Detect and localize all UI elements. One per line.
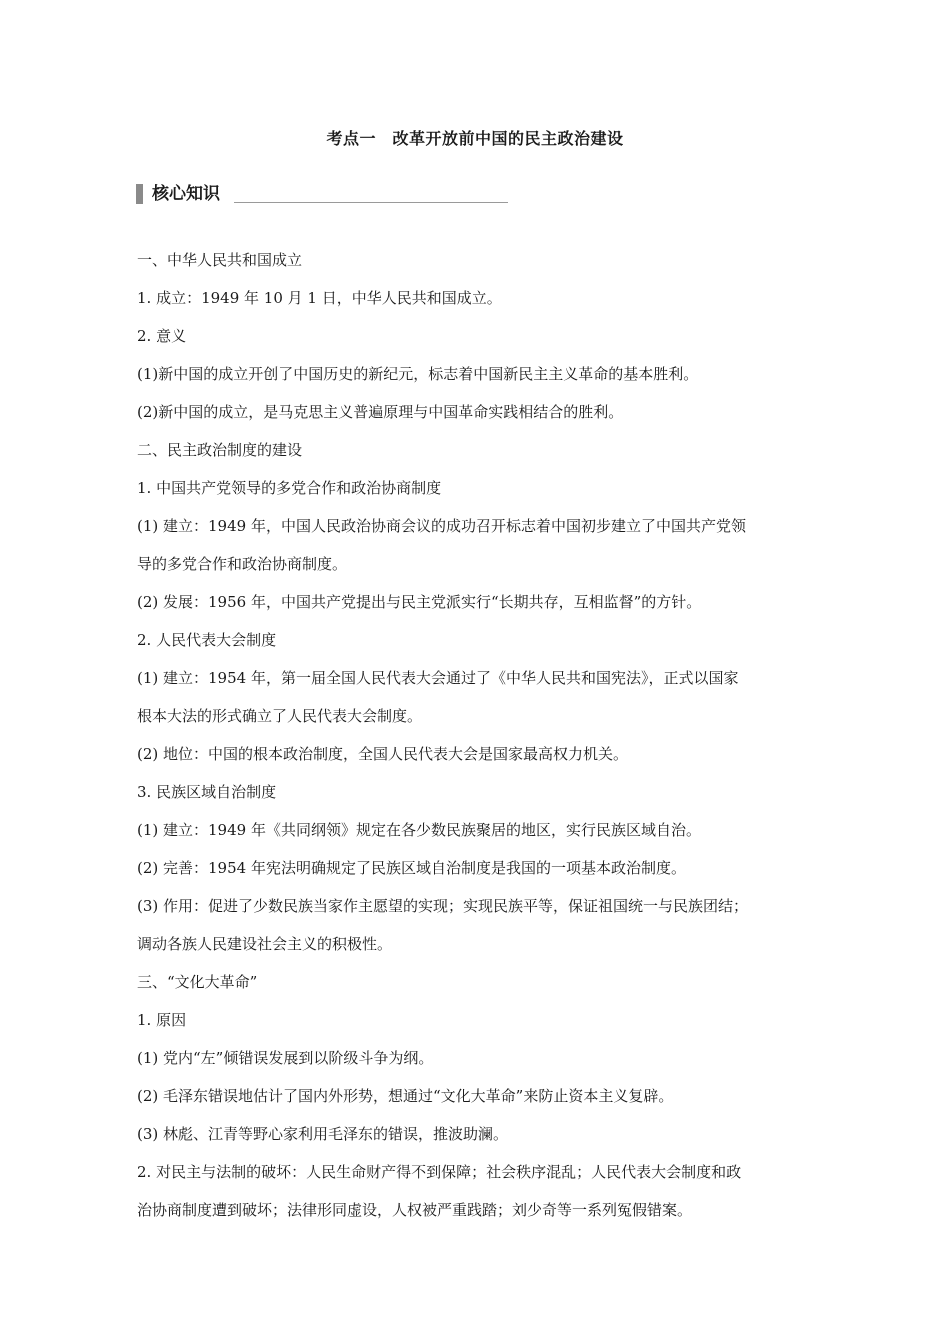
text-line: 2. 意义	[137, 327, 187, 345]
text-line: 3. 民族区域自治制度	[137, 783, 277, 801]
text-line: 调动各族人民建设社会主义的积极性。	[137, 935, 393, 953]
text-line: 治协商制度遭到破坏；法律形同虚设，人权被严重践踏；刘少奇等一系列冤假错案。	[137, 1201, 693, 1219]
section-header	[136, 184, 508, 204]
text-line: 1. 成立：1949 年 10 月 1 日，中华人民共和国成立。	[137, 289, 502, 307]
heading-democratic-system: 二、民主政治制度的建设	[137, 441, 303, 459]
text-line: 2. 人民代表大会制度	[137, 631, 277, 649]
body-text	[137, 241, 827, 1229]
text-line: (3) 作用：促进了少数民族当家作主愿望的实现；实现民族平等，保证祖国统一与民族团结；	[137, 897, 749, 915]
text-line: (1) 党内“左”倾错误发展到以阶级斗争为纲。	[137, 1049, 434, 1067]
text-line: (2) 毛泽东错误地估计了国内外形势，想通过“文化大革命”来防止资本主义复辟。	[137, 1087, 674, 1105]
text-line: (2) 完善：1954 年宪法明确规定了民族区域自治制度是我国的一项基本政治制度。	[137, 859, 686, 877]
text-line: 根本大法的形式确立了人民代表大会制度。	[137, 707, 423, 725]
text-line: (1)新中国的成立开创了中国历史的新纪元，标志着中国新民主主义革命的基本胜利。	[137, 365, 699, 383]
text-line: (2)新中国的成立，是马克思主义普遍原理与中国革命实践相结合的胜利。	[137, 403, 624, 421]
heading-cultural-revolution: 三、“文化大革命”	[137, 973, 258, 991]
section-marker-bar	[136, 184, 143, 204]
text-line: (2) 发展：1956 年，中国共产党提出与民主党派实行“长期共存，互相监督”的方针。	[137, 593, 702, 611]
text-line: 1. 原因	[137, 1011, 187, 1029]
text-line: (1) 建立：1949 年，中国人民政治协商会议的成功召开标志着中国初步建立了中国共产党领	[137, 517, 746, 535]
heading-founding: 一、中华人民共和国成立	[137, 251, 303, 269]
text-line: (2) 地位：中国的根本政治制度，全国人民代表大会是国家最高权力机关。	[137, 745, 629, 763]
text-line: (3) 林彪、江青等野心家利用毛泽东的错误，推波助澜。	[137, 1125, 509, 1143]
text-line: 导的多党合作和政治协商制度。	[137, 555, 348, 573]
text-line: (1) 建立：1949 年《共同纲领》规定在各少数民族聚居的地区，实行民族区域自治。	[137, 821, 701, 839]
text-line: 2. 对民主与法制的破坏：人民生命财产得不到保障；社会秩序混乱；人民代表大会制度和政	[137, 1163, 742, 1181]
section-label: 核心知识	[152, 184, 220, 204]
text-line: (1) 建立：1954 年，第一届全国人民代表大会通过了《中华人民共和国宪法》，正式以国家	[137, 669, 739, 687]
page-title: 考点一 改革开放前中国的民主政治建设	[326, 129, 624, 148]
section-underline	[234, 202, 508, 203]
text-line: 1. 中国共产党领导的多党合作和政治协商制度	[137, 479, 442, 497]
